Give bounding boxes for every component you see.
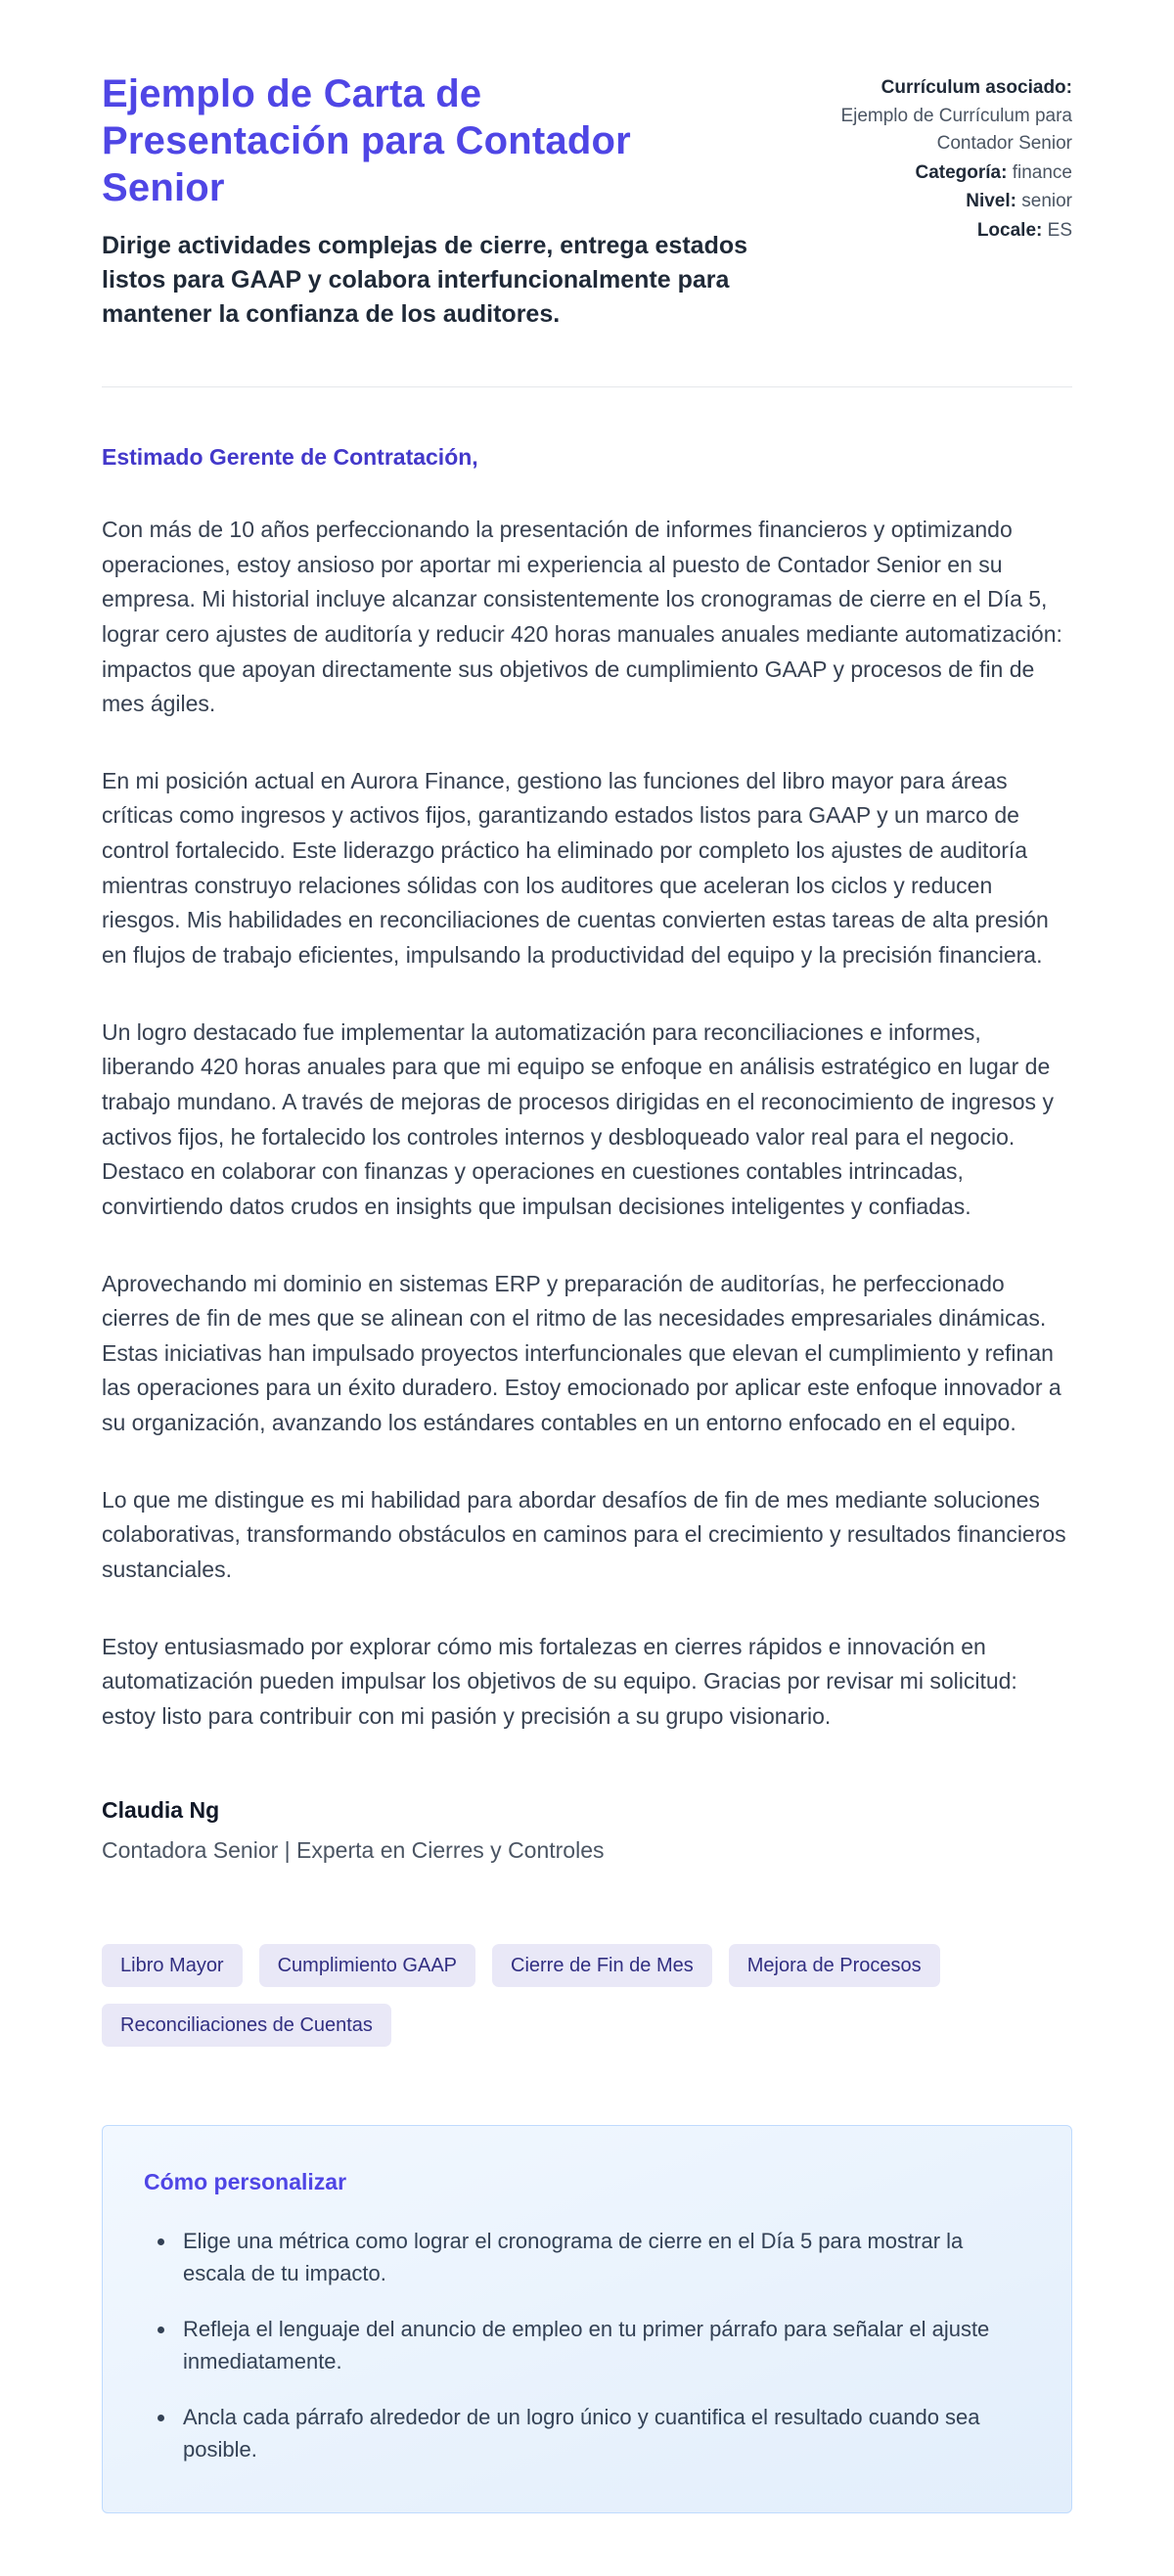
letter-paragraph-3: Un logro destacado fue implementar la automatización para reconciliaciones e informes, liberando 420 horas anuales para que mi equipo se enfoque en análisis estratégico en lugar de trabajo mundano. A través de mejoras de procesos dirigidas en el reconocimiento de ingresos y activos fijos, he fortalecido los controles internos y desbloqueado valor real para el negocio. Destaco en colaborar con finanzas y operaciones en cuestiones contables intrincadas, convirtiendo datos crudos en insights que impulsan decisiones inteligentes y confiadas. (102, 1018, 1054, 1219)
tag-reconciliaciones-de-cuentas[interactable]: Reconciliaciones de Cuentas (102, 2004, 391, 2047)
meta-resume-row (826, 74, 1072, 103)
tag-libro-mayor[interactable]: Libro Mayor (102, 1944, 243, 1987)
letter-greeting: Estimado Gerente de Contratación, (102, 444, 478, 470)
header-titles (102, 70, 787, 332)
meta-resume-label: Currículum asociado: (880, 77, 1072, 98)
meta-locale-label: Locale: (976, 219, 1043, 241)
meta-resume-value: Ejemplo de Currículum para Contador Senior (840, 105, 1072, 154)
letter-body (102, 444, 1072, 2513)
letter-paragraph-6: Estoy entusiasmado por explorar cómo mis fortalezas en cierres rápidos e innovación en automatización pueden impulsar los objetivos de su equipo. Gracias por revisar mi solicitud: estoy listo para contribuir con mi pasión y precisión a su grupo visionario. (102, 1633, 1017, 1729)
callout-item-3: • Ancla cada párrafo alrededor de un logro único y cuantifica el resultado cuando sea posible. (177, 2401, 1030, 2465)
meta-panel (826, 70, 1072, 245)
meta-category-label: Categoría: (915, 161, 1008, 183)
callout-item-2: • Refleja el lenguaje del anuncio de empleo en tu primer párrafo para señalar el ajuste inmediatamente. (177, 2313, 1030, 2377)
tag-cierre-de-fin-de-mes[interactable]: Cierre de Fin de Mes (492, 1944, 712, 1987)
meta-row (826, 217, 1072, 246)
letter-paragraph-2: En mi posición actual en Aurora Finance, gestiono las funciones del libro mayor para áreas críticas como ingresos y activos fijos, garantizando estados listos para GAAP y un marco de control fortalecido. Este liderazgo práctico ha eliminado por completo los ajustes de auditoría mientras construyo relaciones sólidas con los auditores que aceleran los ciclos y reducen riesgos. Mis habilidades en reconciliaciones de cuentas convierten estas tareas de alta presión en flujos de trabajo eficientes, impulsando la productividad del equipo y la precisión financiera. (102, 767, 1049, 969)
meta-level-value: senior (1021, 191, 1072, 211)
meta-locale-value: ES (1047, 219, 1072, 241)
header-divider (102, 386, 1072, 387)
page-title: Ejemplo de Carta de Presentación para Contador Senior (102, 72, 631, 209)
page-subtitle: Dirige actividades complejas de cierre, entrega estados listos para GAAP y colabora interfuncionalmente para mantener la confianza de los auditores. (102, 232, 748, 328)
meta-row (826, 159, 1072, 188)
callout-title: Cómo personalizar (144, 2168, 347, 2194)
letter-paragraph-5: Lo que me distingue es mi habilidad para abordar desafíos de fin de mes mediante soluciones colaborativas, transformando obstáculos en caminos para el crecimiento y resultados financieros sustanciales. (102, 1486, 1066, 1583)
meta-row (826, 188, 1072, 216)
callout-item-1: • Elige una métrica como lograr el cronograma de cierre en el Día 5 para mostrar la escala de tu impacto. (177, 2225, 1030, 2289)
signature-role: Contadora Senior | Experta en Cierres y Controles (102, 1836, 605, 1863)
signature-name: Claudia Ng (102, 1796, 220, 1823)
meta-level-label: Nivel: (966, 191, 1016, 211)
letter-paragraph-1: Con más de 10 años perfeccionando la presentación de informes financieros y optimizando operaciones, estoy ansioso por aportar mi experiencia al puesto de Contador Senior en su empresa. Mi historial incluye alcanzar consistentemente los cronogramas de cierre en el Día 5, lograr cero ajustes de auditoría y reducir 420 horas manuales anuales mediante automatización: impactos que apoyan directamente sus objetivos de cumplimiento GAAP y procesos de fin de mes ágiles. (102, 517, 1062, 717)
callout-list (144, 2225, 1030, 2465)
signature-block (102, 1797, 1072, 1864)
tag-cumplimiento-gaap[interactable]: Cumplimiento GAAP (259, 1944, 475, 1987)
tag-list (102, 1944, 1072, 2047)
tag-mejora-de-procesos[interactable]: Mejora de Procesos (729, 1944, 940, 1987)
letter-paragraph-4: Aprovechando mi dominio en sistemas ERP y preparación de auditorías, he perfeccionado cierres de fin de mes que se alinean con el ritmo de las necesidades empresariales dinámicas. Estas iniciativas han impulsado proyectos interfuncionales que elevan el cumplimiento y refinan las operaciones para un éxito duradero. Estoy emocionado por aplicar este enfoque innovador a su organización, avanzando los estándares contables en un entorno enfocado en el equipo. (102, 1270, 1061, 1436)
page-header (102, 70, 1072, 332)
customization-callout (102, 2125, 1072, 2513)
meta-category-value: finance (1012, 161, 1072, 183)
